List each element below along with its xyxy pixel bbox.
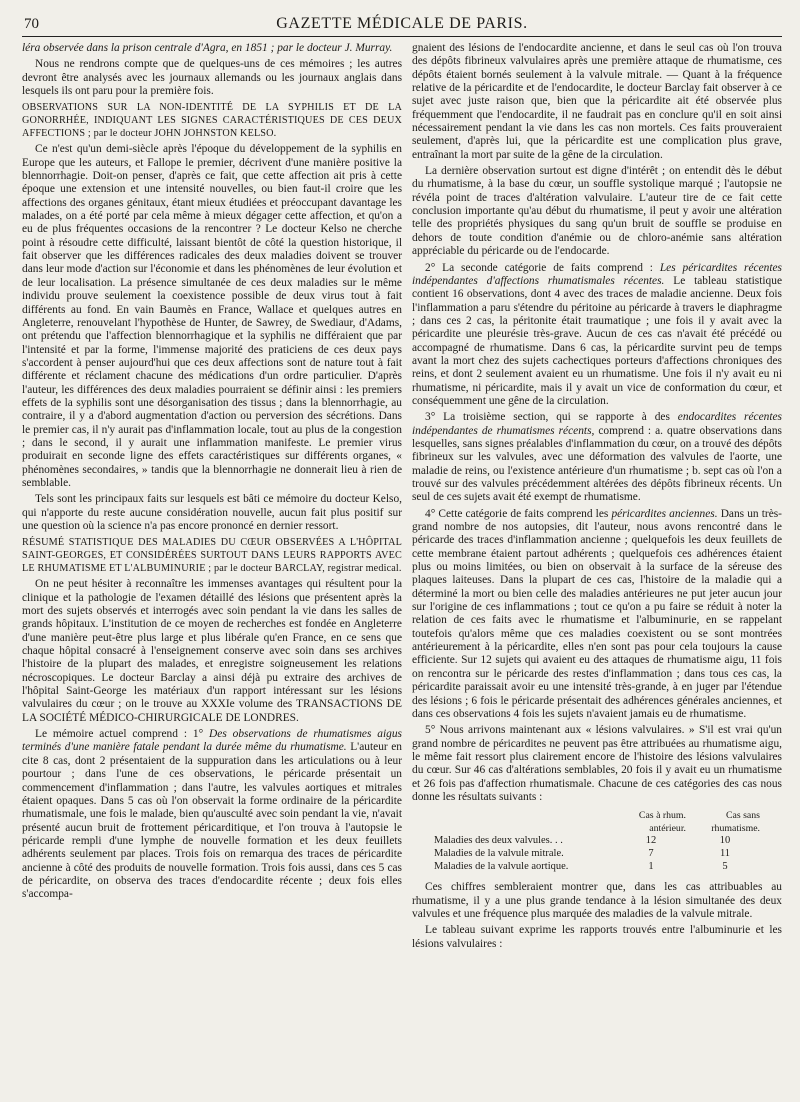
paragraph: 5° Nous arrivons maintenant aux « lésions valvulaires. » S'il est vrai qu'un grand nombre de péricardites ne peuvent pas être attribuées au rhumatisme aigu, le même fait ressort plus clairement encore de l'histoire des lésions valvulaires du cœur. Sur 46 cas d'altérations semblables, 20 fois il y avait eu un rhumatisme et 26 fois pas d'affection rhumatismale. Chacune de ces catégories des cas nous donne les résultats suivants :: [412, 724, 782, 803]
paragraph: Nous ne rendrons compte que de quelques-uns de ces mémoires ; les autres devront être analysés avec les journaux allemands ou les journaux anglais dans lesquels ils ont paru pour la première fois.: [22, 58, 402, 98]
cell-with: 7: [648, 848, 654, 860]
paragraph: [412, 411, 782, 504]
section-title: RÉSUMÉ STATISTIQUE DES MALADIES DU CŒUR OBSERVÉES A L'HÔPITAL SAINT-GEORGES, ET CONSIDÉRÉES SURTOUT DANS LEURS RAPPORTS AVEC LE RHUMATISME ET L'ALBUMINURIE ; par le docteur BARCLAY, registrar medical.: [22, 537, 402, 575]
italic-run: Des observations de rhumatismes aigus terminés d'une manière fatale pendant la durée même du rhumatisme.: [22, 728, 402, 754]
valvular-lesions-table: [432, 810, 762, 873]
cell-without: 11: [719, 848, 731, 860]
table-row: [432, 848, 762, 861]
cell-with: 12: [645, 835, 657, 847]
header-rule: [22, 36, 782, 37]
row-label: Maladies de la valvule mitrale.: [434, 848, 564, 860]
paragraph: [22, 728, 402, 901]
row-label: Maladies de la valvule aortique.: [434, 860, 569, 872]
paragraph: [412, 508, 782, 722]
page-header: [24, 10, 780, 36]
paragraph: Ces chiffres sembleraient montrer que, dans les cas attribuables au rhumatisme, il y a une plus grande tendance à la lésion simultanée des deux valvules et une fréquence plus marquée des maladies de la valvule mitrale.: [412, 881, 782, 920]
row-label: Maladies des deux valvules. . .: [434, 835, 563, 847]
section-title: OBSERVATIONS SUR LA NON-IDENTITÉ DE LA SYPHILIS ET DE LA GONORRHÉE, INDIQUANT LES SIGNES CARACTÉRISTIQUES DE CES DEUX AFFECTIONS ; par le docteur JOHN JOHNSTON KELSO.: [22, 102, 402, 140]
text-run: 3° La troisième section, qui se rapporte à des: [425, 411, 678, 424]
paragraph: [412, 262, 782, 409]
left-column: [22, 42, 402, 905]
text-run: 2° La seconde catégorie de faits comprend :: [425, 261, 660, 274]
table-corner: [432, 810, 614, 835]
table-header-row: [432, 810, 762, 835]
table-row: [432, 835, 762, 848]
table-header-with-rheumatism: Cas à rhum. antérieur.: [638, 810, 686, 834]
italic-run: Les péricardites récentes indépendantes d'affections rhumatismales récentes.: [412, 261, 782, 287]
text-run: L'auteur en cite 8 cas, dont 2 présentaient de la suppuration dans les articulations ou à leur pourtour ; dans l'une de ces observations, le péricarde présentait un commencement d'inflammation ; dans l'autre, les valvules aortiques et mitrales étaient opaques. Dans 5 cas où l'on observait la forme ordinaire de la péricardite rhumatismale, une fois le malade, bien qu'ausculté avec soin pendant la vie, n'avait présenté aucun bruit de frottement péricarditique, et l'on trouva à l'autopsie le péricarde rempli d'une lymphe de nouvelle formation et les deux feuillets adhérents seulement par places. Trois fois on remarqua des traces de péricardite ancienne à côté des produits de nouvelle formation. Trois fois aussi, dans ces 5 cas de péricardite, on observa des traces d'endocardite récente ; deux fois elles s'accompa-: [22, 741, 402, 901]
cell-with: 1: [648, 860, 654, 872]
table-header-without-rheumatism: Cas sans rhumatisme.: [711, 810, 760, 834]
cell-without: 10: [719, 835, 731, 847]
paragraph: léra observée dans la prison centrale d'Agra, en 1851 ; par le docteur J. Murray.: [22, 42, 393, 54]
table-row: [432, 861, 762, 874]
paragraph: On ne peut hésiter à reconnaître les immenses avantages qui résultent pour la clinique et la pathologie de l'examen détaillé des lésions que présentent après la mort des sujets observés et interrogés avec soin pendant la vie dans les salles de grands hôpitaux. L'institution de ce moyen de recherches est fondée en Angleterre d'une manière peut-être plus large et plus libérale qu'en France, en ce sens que chaque hôpital consacré à l'enseignement conserve avec soin dans ses archives l'histoire de la plupart des malades, et enregistre soigneusement les relations nécroscopiques. Le docteur Barclay a ainsi déjà pu extraire des archives de l'hôpital Saint-George les matériaux d'un rapport intéressant sur les lésions valvulaires du cœur ; on le trouve au XXXIe volume des TRANSACTIONS DE LA SOCIÉTÉ MÉDICO-CHIRURGICALE DE LONDRES.: [22, 578, 402, 724]
italic-run: péricardites anciennes.: [611, 507, 718, 520]
italic-run: endocardites récentes indépendantes de rhumatismes récents,: [412, 411, 782, 437]
text-run: Dans un très-grand nombre de nos autopsies, dit l'auteur, nous avons rencontré dans le péricarde des traces d'inflammation ancienne ; quelquefois les deux feuillets de cette membrane étaient partout adhérents ; quelquefois ces adhérences étaient plus ou moins limitées, ou bien on observait à la surface de la séreuse des plaques laiteuses. Dans la plupart de ces cas, l'histoire de la maladie qui a déterminé la mort ou bien celle des maladies antérieures ne put jeter aucun jour sur l'origine de ces inflammations ; tout ce qu'on a pu faire se réduit à noter la relation de ces faits avec le rhumatisme et l'albuminurie, en se rappelant toutefois qu'alors même que ces maladies coexistent ou se sont montrées antérieurement à la péricardite, elles n'en sont pas pour cela toujours la cause efficiente. Sur 12 sujets qui avaient eu des attaques de rhumatisme aigu, 11 fois on rencontra sur le péricarde des restes d'inflammation ; dans tous ces cas, la péricardite paraissait avoir eu une intensité très-grande, à en juger par l'étendue des lésions ; 6 fois le péricarde présentait des adhérences générales anciennes, et dans ces observations 4 fois les sujets n'avaient jamais eu de rhumatisme.: [412, 507, 782, 720]
paragraph: La dernière observation surtout est digne d'intérêt ; on entendit dès le début du rhumatisme, à la base du cœur, un souffle systolique marqué ; l'autopsie ne révéla point de traces d'altération valvulaire. L'auteur tire de ce fait cette conclusion importante qu'au début du rhumatisme, il peut y avoir une altération telle des propriétés physiques du sang qu'un bruit de souffle se produise en dehors de toute condition d'anémie ou de chloro-anémie sans altération appréciable du péricarde ou de l'endocarde.: [412, 165, 782, 258]
paragraph: Tels sont les principaux faits sur lesquels est bâti ce mémoire du docteur Kelso, qui n'apporte du reste aucune considération nouvelle, aucun fait plus positif sur une question où la science n'a pas encore prononcé en dernier ressort.: [22, 493, 402, 532]
paragraph: Ce n'est qu'un demi-siècle après l'époque du développement de la syphilis en Europe que les auteurs, et Fallope le premier, décrivent d'une manière positive la blennorrhagie. Doit-on penser, d'après ce fait, que cette affection ait pris à cette époque une extension et une intensité nouvelles, ou bien faut-il croire que les affections des organes génitaux, étant mieux étudiées et préoccupant davantage les malades, on a été porté par cela même à mieux dégager cette affection, et qu'on a eu de plus fréquentes occasions de la rencontrer ? Le docteur Kelso ne cherche point à résoudre cette difficulté, laissant bientôt de côté la question historique, il fait observer que les différences radicales des deux maladies doivent se trouver dans leur mode d'action sur l'économie et dans les phénomènes de leur évolution et de leur localisation. La présence simultanée de ces deux maladies sur le même individu prouve seulement la coexistence possible de deux virus tout à fait différents au fond. En vain Baumès en France, Wallace et quelques autres en Angleterre, renouvelant l'hypothèse de Hunter, de Sawrey, de Swediaur, d'Adams, ont prétendu que l'affection blennorrhagique et la syphilis ne différaient que par l'intensité et par la forme, l'immense majorité des praticiens de ces deux pays s'accordent à penser aujourd'hui que ces deux affections sont de nature tout à fait différente et réclament chacune des médications d'un ordre particulier. D'après l'auteur, les différences des deux maladies pourraient se définir ainsi : les premiers effets de la syphilis sont une désorganisation des tissus ; dans la blennorrhagie, au contraire, il y a d'abord augmentation d'action ou perversion des sécrétions. Dans le premier cas, il n'y aurait pas d'inflammation locale, tout au plus de la congestion ; dans le second, il y aurait une inflammation manifeste. Le premier virus produirait en seconde ligne des effets caractéristiques sur différents organes, « phénomènes secondaires, » tandis que la blennorrhagie ne donnerait lieu à rien de semblable.: [22, 143, 402, 489]
paragraph: gnaient des lésions de l'endocardite ancienne, et dans le seul cas où l'on trouva des dépôts fibrineux valvulaires après une première attaque de rhumatisme, ces dépôts étaient bornés seulement à la valvule mitrale. — Quant à la fréquence relative de la péricardite et de l'endocardite, le docteur Barclay fait observer à ce sujet avec juste raison que, bien que la péricardite ait été observée plus fréquemment que l'endocardite, il ne faudrait pas en conclure qu'il en soit ainsi nécessairement pendant la vie dans les cas non mortels. Ces faits prouveraient seulement, d'après lui, que la péricardite est une complication plus grave, entraînant la mort par suite de la gêne de la circulation.: [412, 42, 782, 161]
text-run: Le tableau statistique contient 16 observations, dont 4 avec des traces de maladie ancienne. Deux fois l'inflammation a paru s'étendre du péritoine au péricarde à travers le diaphragme ; dans ces 2 cas, la péritonite était traumatique ; une fois il y avait avec la péricardite une pleurésie très-grave. Aucun de ces cas n'avait été précédé ou accompagné de rhumatisme. Dans 6 cas, la péricardite survint peu de temps avant la mort chez des sujets cachectiques porteurs d'affections chroniques des reins, et dont 2 seulement avaient eu un rhumatisme. Une fois il n'y avait eu ni rhumatisme, ni péricardite, mais il y avait un vice de conformation du cœur, et conséquemment une gêne de la circulation.: [412, 274, 783, 407]
text-run: 4° Cette catégorie de faits comprend les: [425, 507, 612, 520]
cell-without: 5: [722, 860, 728, 872]
paragraph: Le tableau suivant exprime les rapports trouvés entre l'albuminurie et les lésions valvulaires :: [412, 924, 782, 950]
text-run: comprend : a. quatre observations dans lesquelles, sans signes préalables d'inflammation du cœur, on a trouvé des dépôts fibrineux sur les valvules, avec une déformation des valvules de l'aorte, une maladie de reins, ou l'existence antérieure d'un rhumatisme ; b. sept cas où l'on a trouvé sur des valvules précédemment altérées des dépôts fibrineux récents. Un seul de ces sujets avait été exempt de rhumatisme.: [412, 424, 782, 504]
text-run: Le mémoire actuel comprend : 1°: [35, 728, 210, 741]
page-number: 70: [24, 16, 39, 32]
journal-title: GAZETTE MÉDICALE DE PARIS.: [276, 15, 528, 32]
right-column: [412, 42, 782, 954]
